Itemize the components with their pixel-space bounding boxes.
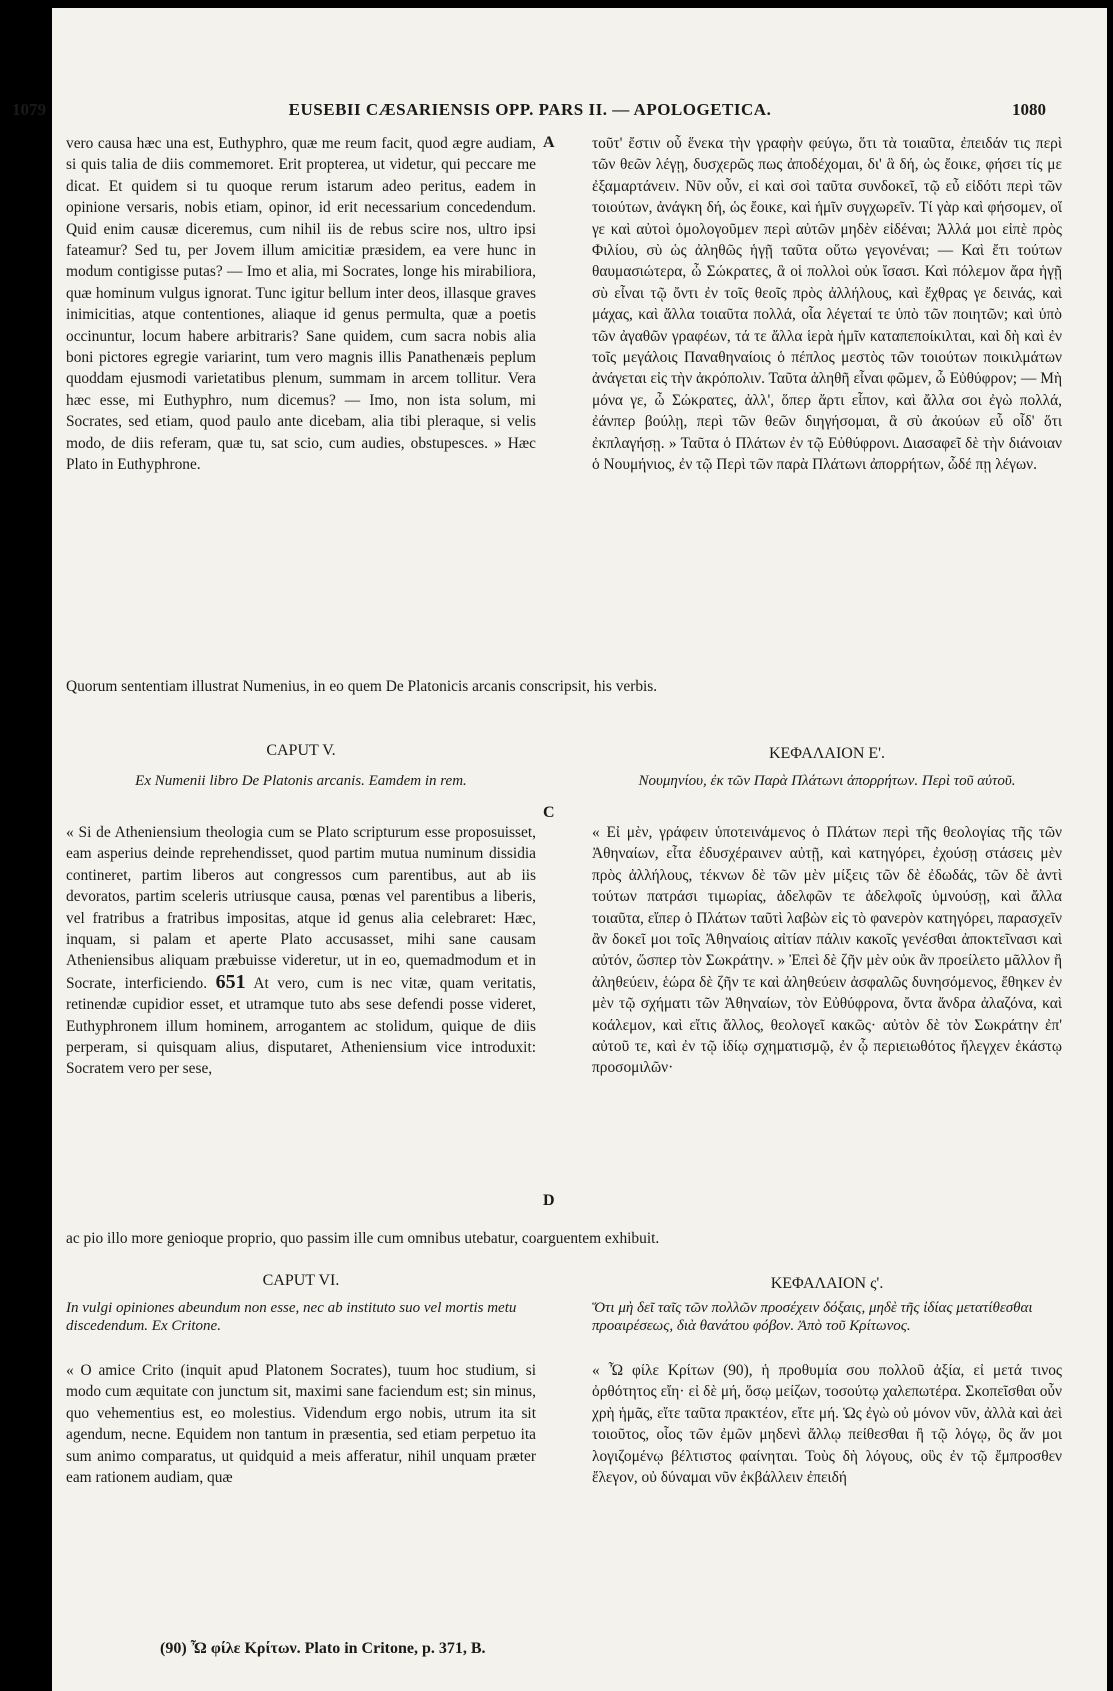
- caput-v-subtitle: Ex Numenii libro De Platonis arcanis. Eamdem in rem.: [135, 773, 467, 789]
- margin-letter-d: D: [543, 1192, 555, 1209]
- right-page-number: 1080: [1012, 100, 1046, 119]
- running-header: [10, 100, 1050, 126]
- latin-text-mid: « Si de Atheniensium theologia cum se Plato scripturum esse proposuisset, eam asperius deinde reprehendisset, quod partim mutua numinum dissidia contineret, partim liberos aut congressos cum parentibus, aut ab iis devoratos, partim sceleris utriusque causa, pœnas vel parentibus a liberis, vel fratribus a fratribus impositas, atque id genus alia celebraret: Hæc, inquam, si palam et aperte Plato accusasset, mihi sane causam Atheniensibus aliquam præbuisse videretur, ut in eo, quemadmodum et in Socrate, interficiendo.: [66, 824, 536, 992]
- latin-column-top: [66, 133, 536, 663]
- latin-text-top: vero causa hæc una est, Euthyphro, quæ me reum facit, quod ægre audiam, si quis talia de diis commemoret. Erit propterea, ut videtur, qui peccare me dicat. Et quidem si tu quoque rerum istarum adeo peritus, eadem in opinione versaris, nobis etiam, opinor, id erit necessarium concedendum. Quid enim causæ diceremus, cum nihil iis de rebus scire nos, ultro ipsi fateamur? Sed tu, per Jovem illum amicitiæ præsidem, ea vere hunc in modum contigisse putas? — Imo et alia, mi Socrates, longe his mirabiliora, quæ hominum vulgus ignorat. Tunc igitur bellum inter deos, illasque graves inimicitias, atque contentiones, aliaque id genus permulta, quæ a poetis occinuntur, locum habere arbitraris? Sane quidem, cum sacra nobis alia boni pictores egregie variarint, tum vero magnis illis Panathenæis peplum quoddam ejusmodi varietatibus plenum, summam in arcem tollitur. Vera hæc esse, mi Euthyphro, num dicemus? — Imo, non ista solum, mi Socrates, sed etiam, quod paulo ante dicebam, alia tibi pleraque, si velis modo, de diis referam, quæ tu, sat scio, cum audies, obstupesces. » Hæc Plato in Euthyphrone.: [66, 135, 536, 474]
- greek-column-bottom: [592, 1360, 1062, 1630]
- footnote: (90) Ὦ φίλε Κρίτων. Plato in Critone, p. 371, B.: [160, 1640, 486, 1657]
- caput-vi-subtitle: In vulgi opiniones abeundum non esse, nec ab instituto suo vel mortis metu discedendum. Ex Critone.: [66, 1300, 517, 1334]
- kephalaion-e-heading: ΚΕΦΑΛΑΙΟΝ Ε'.: [768, 745, 886, 762]
- bridge-text-2: ac pio illo more genioque proprio, quo passim ille cum omnibus utebatur, coarguentem exhibuit.: [66, 1230, 660, 1247]
- running-title: EUSEBII CÆSARIENSIS OPP. PARS II. — APOLOGETICA.: [288, 100, 772, 119]
- greek-text-bottom: « Ὦ φίλε Κρίτων (90), ἡ προθυμία σου πολλοῦ ἀξία, εἰ μετά τινος ὀρθότητος εἴη· εἰ δὲ μή, ὅσῳ μείζων, τοσούτῳ χαλεπωτέρα. Σκοπεῖσθαι οὖν χρὴ ἡμᾶς, εἴτε ταῦτα πρακτέον, εἴτε μή. Ὡς ἐγὼ οὐ μόνον νῦν, ἀλλὰ καὶ ἀεὶ τοιοῦτος, οἷος τῶν ἐμῶν μηδενὶ ἄλλῳ πείθεσθαι ἢ τῷ λόγῳ, ὃς ἄν μοι λογιζομένῳ βέλτιστος φαίνηται. Τοὺς δὴ λόγους, οὓς ἐν τῷ ἔμπροσθεν ἔλεγον, οὐ δύναμαι νῦν ἐκβάλλειν ἐπειδή: [592, 1362, 1062, 1487]
- latin-text-mid-2: At vero, cum is nec vitæ, quam veritatis, retinendæ cupidior esset, et utramque tuto abs sese defendi posse videret, Euthyphronem illum hominem, arrogantem ac stolidum, quique de diis perperam, si quisquam alius, disputaret, Atheniensium vice introduxit: Socratem vero per sese,: [66, 974, 536, 1078]
- left-page-number: 1079: [12, 100, 46, 119]
- latin-text-bottom: « O amice Crito (inquit apud Platonem Socrates), tuum hoc studium, si modo cum æquitate con junctum sit, maximi sane faciendum est; sin minus, quo vehementius est, eo molestius. Videndum ergo nobis, utrum ita sit agendum, necne. Equidem non tantum in præsentia, sed etiam perpetuo ita sum animo comparatus, ut quidquid a meis afferatur, nihil unquam præter eam rationem audiam, quæ: [66, 1362, 536, 1487]
- kephalaion-e-subtitle: Νουμηνίου, ἐκ τῶν Παρὰ Πλάτωνι ἀπορρήτων. Περὶ τοῦ αὐτοῦ.: [638, 773, 1016, 789]
- caput-v-heading: CAPUT V.: [266, 742, 336, 759]
- bridge-text-1: Quorum sententiam illustrat Numenius, in eo quem De Platonicis arcanis conscripsit, his verbis.: [66, 678, 658, 695]
- margin-letter-c: C: [543, 804, 555, 821]
- kephalaion-6-heading: ΚΕΦΑΛΑΙΟΝ ς'.: [770, 1275, 884, 1292]
- greek-text-mid: « Εἰ μὲν, γράφειν ὑποτεινάμενος ὁ Πλάτων περὶ τῆς θεολογίας τῆς τῶν Ἀθηναίων, εἶτα ἐδυσχέραινεν αὐτῇ, καὶ κατηγόρει, ἐχούσῃ στάσεις μὲν πρὸς ἀλλήλους, τέκνων δὲ τῶν μὲν μίξεις τῶν δὲ ἐδωδάς, τῶν δὲ ἀντὶ τούτων πατράσι τιμωρίας, ἀδελφῶν τε ἀδελφοῖς ὑμνούσῃ, καὶ ἄλλα τοιαῦτα, εἴπερ ὁ Πλάτων ταῦτὶ λαβὼν εἰς τὸ φανερὸν κατηγόρει, παρασχεῖν ἂν δοκεῖ μοι τοῖς Ἀθηναίοις αἰτίαν πάλιν κακοῖς γενέσθαι ἀποκτεῖνασι καὶ αὐτόν, ὥσπερ τὸν Σωκράτην. » Ἐπεὶ δὲ ζῆν μὲν οὐκ ἂν προείλετο μᾶλλον ἢ ἀληθεύειν, ἑώρα δὲ ζῆν τε καὶ ἀληθεύειν ἀσφαλῶς δυνησόμενος, ἔθηκεν ἐν μὲν τῷ σχήματι τῶν Ἀθηναίων, τὸν Εὐθύφρονα, ὄντα ἄνδρα ἀλαζόνα, καὶ κοάλεμον, καὶ εἴτις ἄλλος, θεολογεῖ κακῶς· αὐτὸν δὲ τὸν Σωκράτην ἐπ' αὐτοῦ τε, καὶ ἐν τῷ ἰδίῳ σχηματισμῷ, ἐν ᾧ περιειωθότος ἤλεγχεν ἑκάστῳ προσομιλῶν·: [592, 824, 1062, 1077]
- page-marker-651: 651: [215, 970, 246, 993]
- latin-column-mid: [66, 822, 536, 1222]
- margin-letter-a: A: [543, 134, 555, 151]
- greek-column-mid: [592, 822, 1062, 1222]
- greek-text-top: τοῦτ' ἔστιν οὗ ἕνεκα τὴν γραφὴν φεύγω, ὅτι τὰ τοιαῦτα, ἐπειδάν τις περὶ τῶν θεῶν λέγῃ, δυσχερῶς πως ἀποδέχομαι, δι' ἃ δή, ὡς ἔοικε, φήσει τίς με ἐξαμαρτάνειν. Νῦν οὖν, εἰ καὶ σοὶ ταῦτα συνδοκεῖ, τῷ εὖ εἰδότι περὶ τῶν τοιούτων, ἀνάγκη δή, ὡς ἔοικε, καὶ ἡμῖν συγχωρεῖν. Τί γὰρ καὶ φήσομεν, οἵ γε καὶ αὐτοὶ ὁμολογοῦμεν περὶ αὐτῶν μηδὲν εἰδέναι; Ἀλλά μοι εἰπὲ πρὸς Φιλίου, σὺ ὡς ἀληθῶς ἡγῇ ταῦτα οὕτω γεγονέναι; — Καὶ ἔτι τούτων θαυμασιώτερα, ὦ Σώκρατες, ἃ οἱ πολλοὶ οὐκ ἴσασι. Καὶ πόλεμον ἄρα ἡγῇ σὺ εἶναι τῷ ὄντι ἐν τοῖς θεοῖς πρὸς ἀλλήλους, καὶ ἔχθρας γε δεινάς, καὶ μάχας, καὶ ἄλλα τοιαῦτα πολλά, οἷα λέγεταί τε ὑπὸ τῶν ποιητῶν; καὶ ὑπὸ τῶν ἀγαθῶν γραφέων, τά τε ἄλλα ἱερὰ ἡμῖν καταπεποίκιλται, καὶ δὴ καὶ ἐν τοῖς μεγάλοις Παναθηναίοις ὁ πέπλος μεστὸς τῶν τοιούτων ποικιλμάτων ἀνάγεται εἰς τὴν ἀκρόπολιν. Ταῦτα ἀληθῆ εἶναι φῶμεν, ὦ Εὐθύφρον; — Μὴ μόνα γε, ὦ Σώκρατες, ἀλλ', ὅπερ ἄρτι εἶπον, καὶ ἄλλα σοι ἐγὼ πολλά, ἐάνπερ βούλῃ, περὶ τῶν θεῶν διηγήσομαι, ἃ σὺ ἀκούων εὖ οἶδ' ὅτι ἐκπλαγήσῃ. » Ταῦτα ὁ Πλάτων ἐν τῷ Εὐθύφρονι. Διασαφεῖ δὲ τὴν διάνοιαν ὁ Νουμήνιος, ἐν τῷ Περὶ τῶν παρὰ Πλάτωνι ἀπορρήτων, ὧδέ πῃ λέγων.: [592, 135, 1062, 474]
- kephalaion-6-subtitle: Ὅτι μὴ δεῖ ταῖς τῶν πολλῶν προσέχειν δόξαις, μηδὲ τῆς ἰδίας μετατίθεσθαι προαιρέσεως, διὰ θανάτου φόβον. Ἀπὸ τοῦ Κρίτωνος.: [592, 1300, 1033, 1334]
- caput-vi-heading: CAPUT VI.: [262, 1272, 340, 1289]
- greek-column-top: [592, 133, 1062, 663]
- latin-column-bottom: [66, 1360, 536, 1630]
